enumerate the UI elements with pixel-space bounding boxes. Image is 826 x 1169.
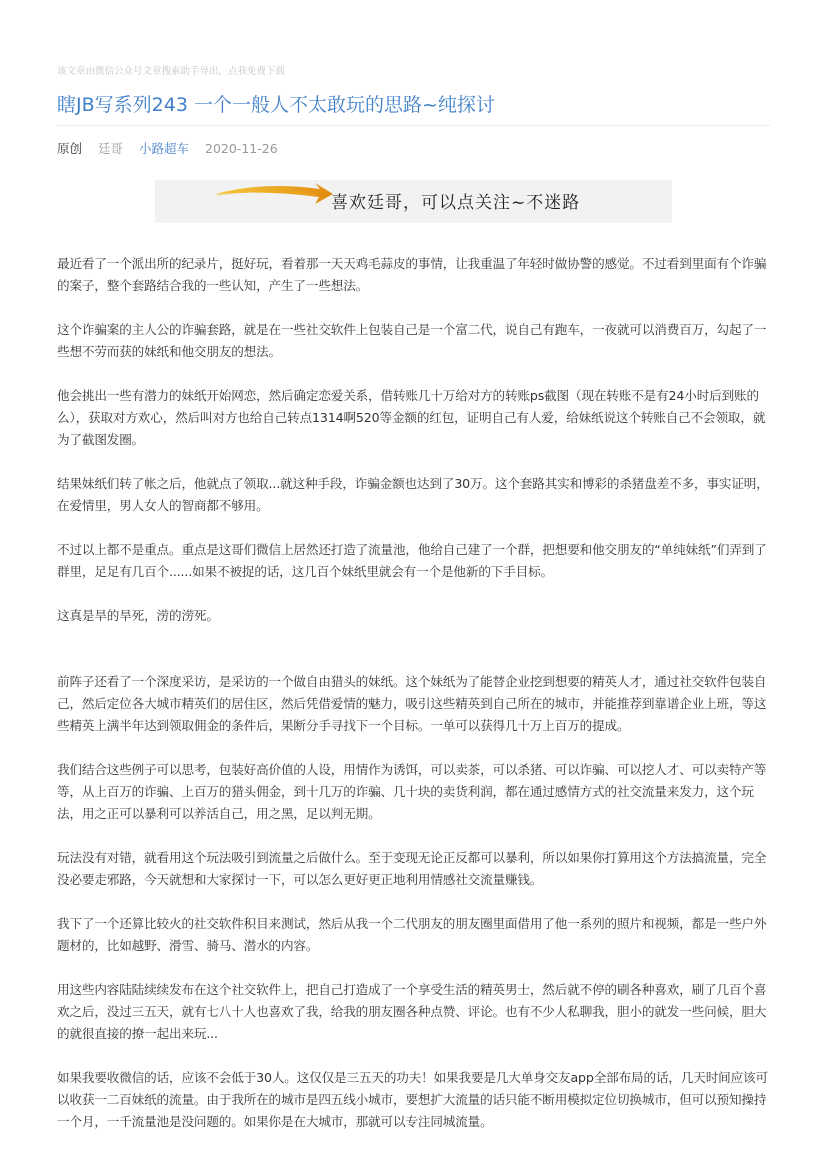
paragraph: 玩法没有对错，就看用这个玩法吸引到流量之后做什么。至于变现无论正反都可以暴利，所以如果你打算用这个方法搞流量，完全没必要走邪路，今天就想和大家探讨一下，可以怎么更好更正地利用情感社交流量赚钱。: [57, 850, 767, 887]
paragraph: 他会挑出一些有潜力的妹纸开始网恋，然后确定恋爱关系，借转账几十万给对方的转账ps截图（现在转账不是有24小时后到账的么），获取对方欢心，然后叫对方也给自己转点1314啊520等金额的红包，证明自己有人爱，给妹纸说这个转账自己不会领取，就为了截图发圈。: [57, 388, 766, 447]
paragraph: 如果我要收微信的话，应该不会低于30人。这仅仅是三五天的功夫！如果我要是几大单身交友app全部布局的话，几天时间应该可以收获一二百妹纸的流量。由于我所在的城市是四五线小城市，要想扩大流量的话只能不断用模拟定位切换城市，但可以预知操持一个月，一千流量池是没问题的。如果你是在大城市，那就可以专注同城流量。: [57, 1070, 768, 1129]
account-link[interactable]: 小路超车: [139, 141, 190, 156]
paragraph: 结果妹纸们转了帐之后，他就点了领取...就这种手段，诈骗金额也达到了30万。这个套路其实和博彩的杀猪盘差不多，事实证明，在爱情里，男人女人的智商都不够用。: [57, 476, 769, 513]
paragraph: 不过以上都不是重点。重点是这哥们微信上居然还打造了流量池，他给自己建了一个群，把想要和他交朋友的“单纯妹纸”们弄到了群里，足足有几百个......如果不被捉的话，这几百个妹纸里就会有一个是他新的下手目标。: [57, 542, 767, 579]
original-label: 原创: [57, 141, 83, 156]
article-meta: [57, 140, 290, 158]
paragraph: 用这些内容陆陆续续发布在这个社交软件上，把自己打造成了一个享受生活的精英男士，然后就不停的刷各种喜欢，刷了几百个喜欢之后，没过三五天，就有七八十人也喜欢了我，给我的朋友圈各种点赞、评论。也有不少人私聊我，胆小的就发一些问候，胆大的就很直接的撩一起出来玩...: [57, 982, 767, 1041]
article-body: [57, 253, 769, 1155]
title-divider: [57, 125, 770, 126]
follow-banner: [155, 180, 672, 223]
paragraph: 前阵子还看了一个深度采访，是采访的一个做自由猎头的妹纸。这个妹纸为了能替企业挖到想要的精英人才，通过社交软件包装自己，然后定位各大城市精英们的居住区，然后凭借爱情的魅力，吸引这些精英到自己所在的城市，并能推荐到靠谱企业上班，等这些精英上满半年达到领取佣金的条件后，果断分手寻找下一个目标。一单可以获得几十万上百万的提成。: [57, 674, 767, 733]
paragraph: 我下了一个还算比较火的社交软件积目来测试，然后从我一个二代朋友的朋友圈里面借用了他一系列的照片和视频，都是一些户外题材的，比如越野、滑雪、骑马、潜水的内容。: [57, 916, 767, 953]
banner-text: 喜欢廷哥，可以点关注~不迷路: [331, 193, 581, 213]
article-title: 瞎JB写系列243 一个一般人不太敢玩的思路~纯探讨: [57, 94, 495, 116]
paragraph: 我们结合这些例子可以思考，包装好高价值的人设，用情作为诱饵，可以卖茶，可以杀猪、可以诈骗、可以挖人才、可以卖特产等等，从上百万的诈骗、上百万的猎头佣金，到十几万的诈骗、几十块的卖货利润，都在通过感情方式的社交流量来发力，这个玩法，用之正可以暴利可以养活自己，用之黑，足以判无期。: [57, 762, 767, 821]
source-note-link[interactable]: 该文章由微信公众号文章搜索助手导出，点我免费下载: [57, 66, 286, 77]
paragraph: 这个诈骗案的主人公的诈骗套路，就是在一些社交软件上包装自己是一个富二代，说自己有跑车，一夜就可以消费百万，勾起了一些想不劳而获的妹纸和他交朋友的想法。: [57, 322, 767, 359]
publish-date: 2020-11-26: [205, 141, 278, 156]
author-name: 廷哥: [98, 141, 124, 156]
paragraph: 最近看了一个派出所的纪录片，挺好玩，看着那一天天鸡毛蒜皮的事情，让我重温了年轻时做协警的感觉。不过看到里面有个诈骗的案子，整个套路结合我的一些认知，产生了一些想法。: [57, 256, 767, 293]
paragraph: 这真是旱的旱死，涝的涝死。: [57, 608, 219, 623]
